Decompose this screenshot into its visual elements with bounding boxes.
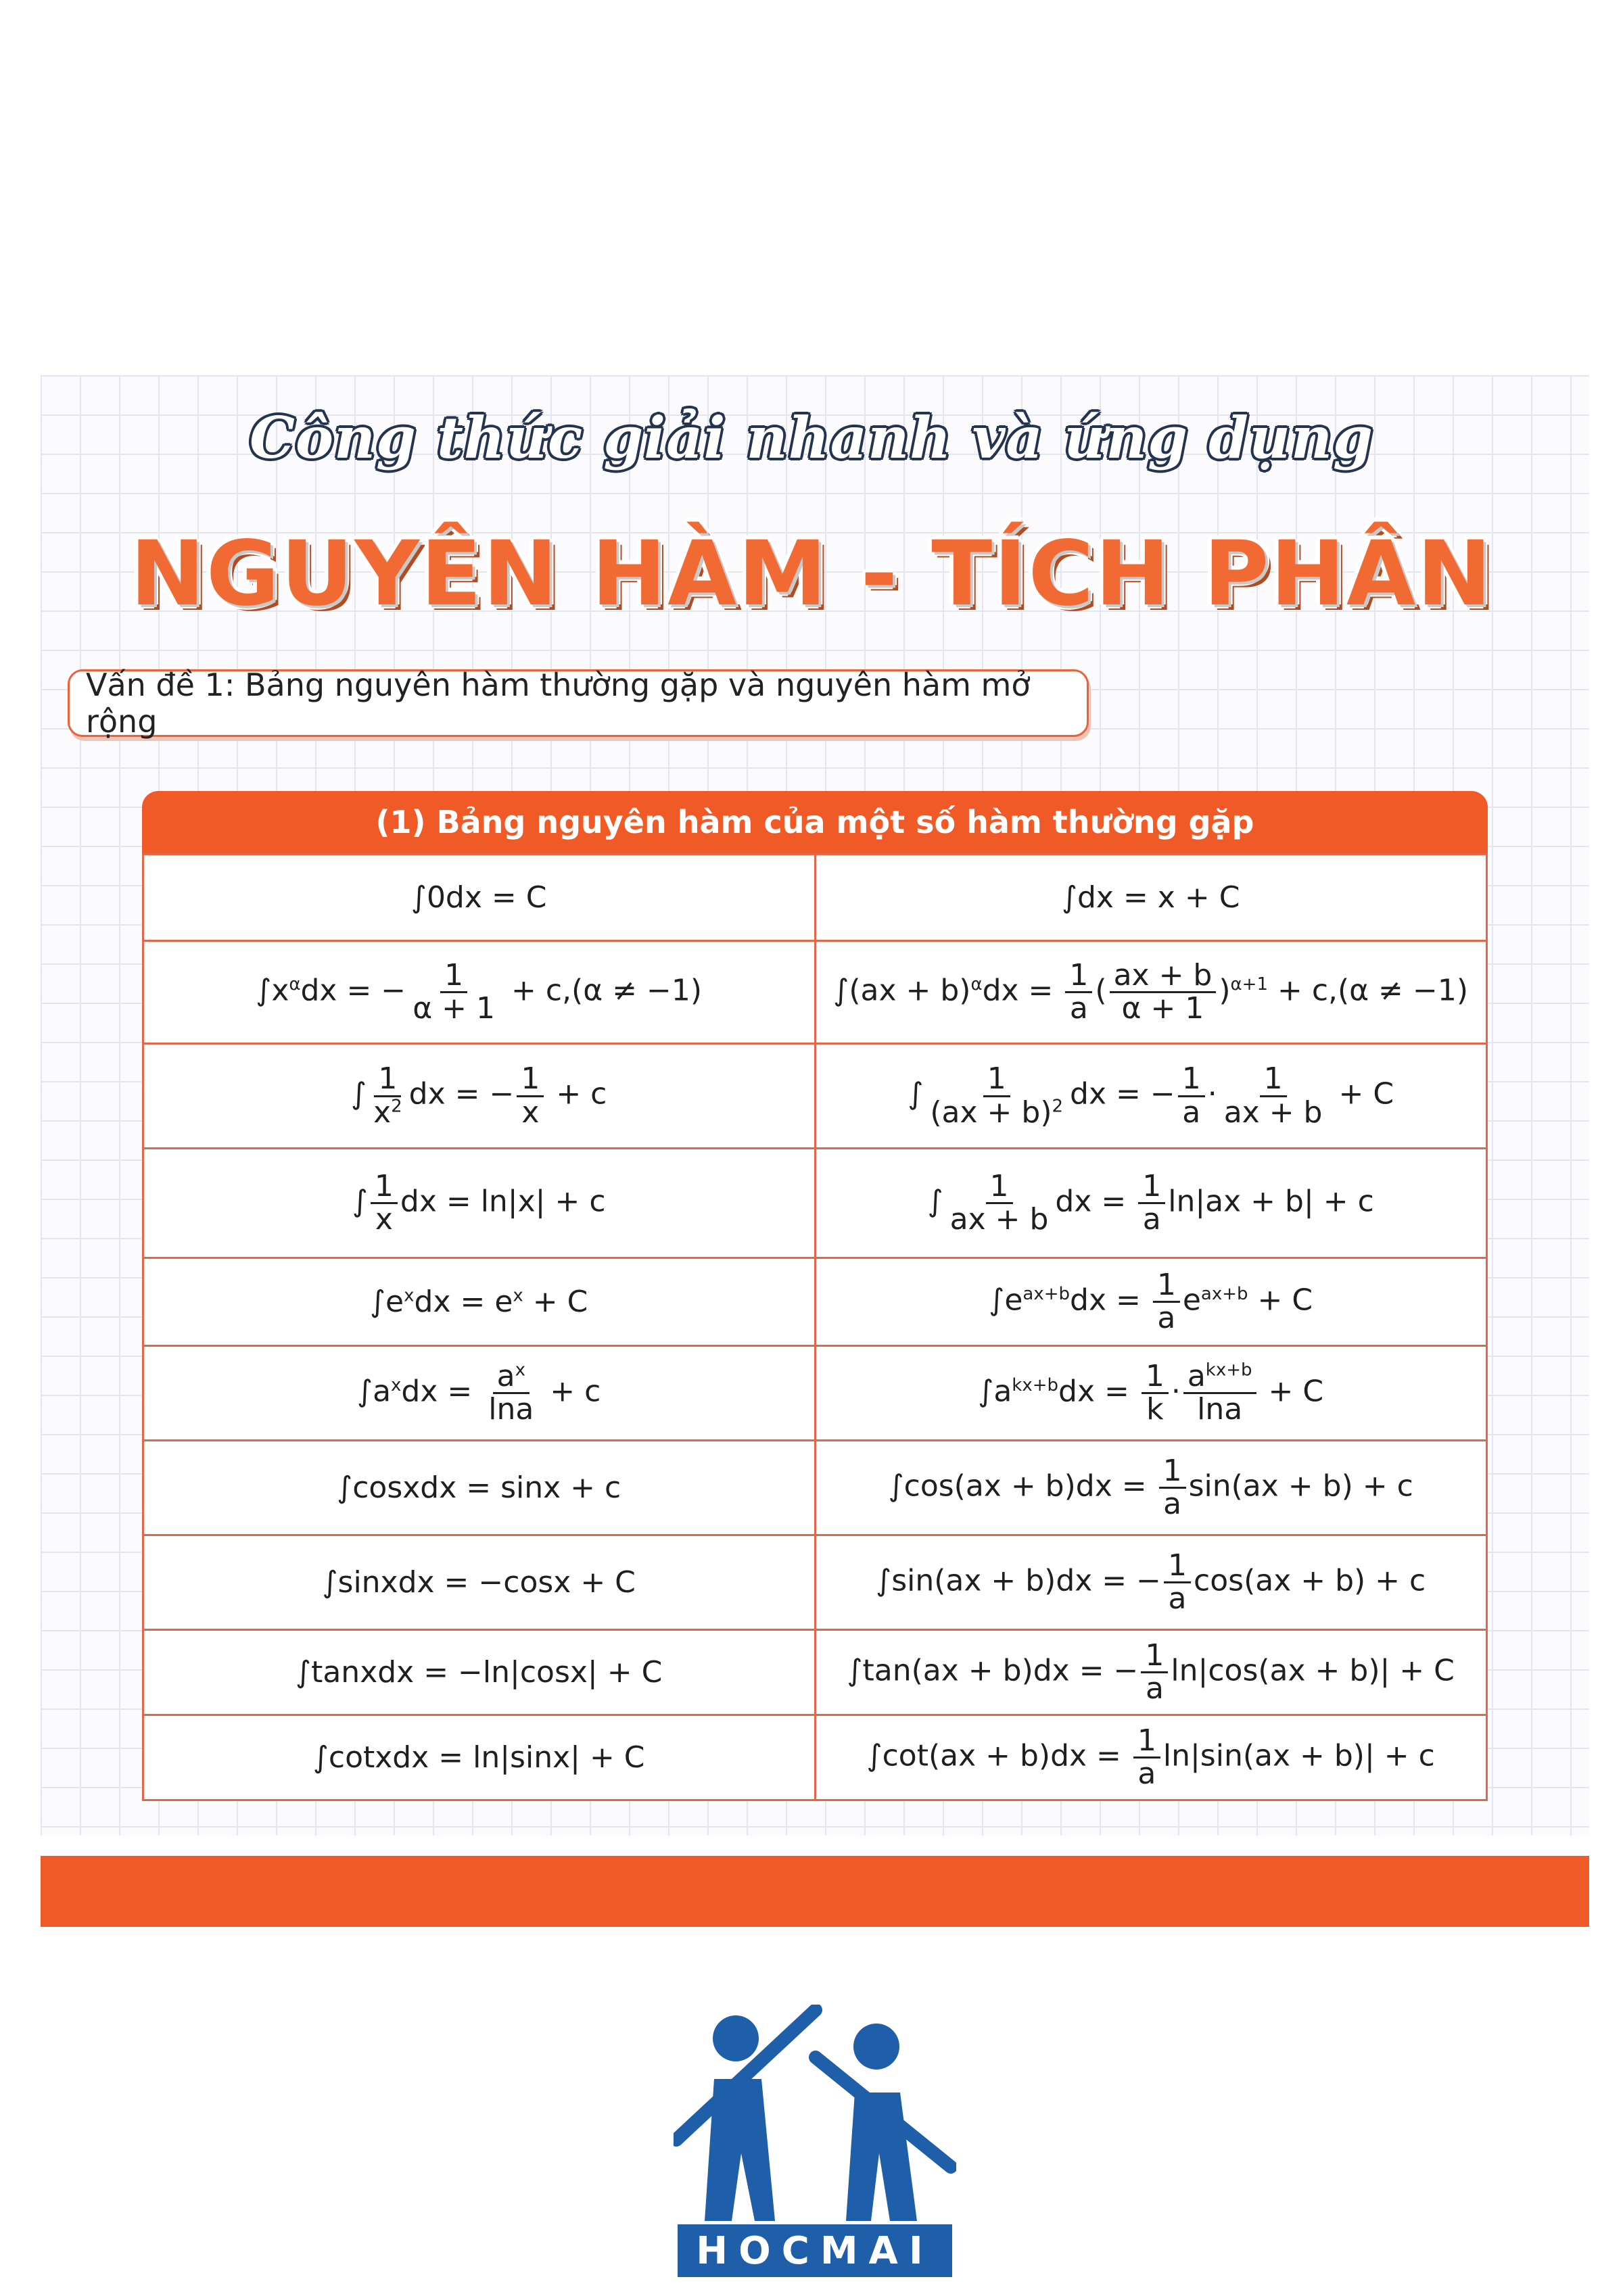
formula-cell-left: $\int a^xdx$ = $\frac{a^x}{\ln a}$ + c — [143, 1346, 816, 1441]
table-row — [143, 1535, 1487, 1630]
table-row — [143, 1044, 1487, 1149]
formula-cell-right: ∫cos(ax + b)dx = $\frac{1}{a}$ sin(ax + b) + c — [815, 1441, 1487, 1535]
table-row — [143, 1346, 1487, 1441]
bottom-accent-band — [41, 1856, 1589, 1927]
table-row — [143, 1715, 1487, 1800]
formula-cell-right: ∫ $\frac{1}{(ax + b)^2}$ dx = − $\frac{1}{a}$ · $\frac{1}{ax + b}$ + C — [815, 1044, 1487, 1149]
formula-cell-right: ∫dx = x + C — [815, 855, 1487, 941]
formula-cell-left: ∫0dx = C — [143, 855, 816, 941]
formula-cell-right: ∫sin(ax + b)dx = − $\frac{1}{a}$ cos(ax + b) + c — [815, 1535, 1487, 1630]
page-title: NGUYÊN HÀM - TÍCH PHÂN — [130, 522, 1493, 626]
table-row — [143, 1630, 1487, 1715]
formula-cell-left: ∫ $\frac{1}{x}$ dx = ln|x| + c — [143, 1149, 816, 1258]
formula-cell-left: ∫ $\frac{1}{x^2}$ dx = − $\frac{1}{x}$ + c — [143, 1044, 816, 1149]
formula-table — [142, 791, 1488, 1801]
formula-grid — [142, 853, 1488, 1801]
formula-cell-right: $\int e^{ax+b}dx$ = $\frac{1}{a}$ $e^{ax+b} + C$ — [815, 1258, 1487, 1346]
formula-cell-right: ∫(ax + b)$^\alpha$dx = $\frac{1}{a}$ ( $\frac{ax + b}{\alpha + 1}$ )$^{\alpha+1}$ + c,(α ≠ −1) — [815, 941, 1487, 1044]
formula-cell-left: $\int e^xdx = e^x + C$ — [143, 1258, 816, 1346]
formula-cell-right: ∫cot(ax + b)dx = $\frac{1}{a}$ ln|sin(ax + b)| + c — [815, 1715, 1487, 1800]
formula-cell-left: ∫tanxdx = −ln|cosx| + C — [143, 1630, 816, 1715]
section-heading-label: Vấn đề 1: Bảng nguyên hàm thường gặp và nguyên hàm mở rộng — [86, 667, 1031, 740]
table-row — [143, 1441, 1487, 1535]
subtitle-script: Công thức giải nhanh và ứng dụng — [250, 404, 1373, 471]
formula-cell-left: ∫cotxdx = ln|sinx| + C — [143, 1715, 816, 1800]
table-row — [143, 941, 1487, 1044]
formula-cell-left: ∫sinxdx = −cosx + C — [143, 1535, 816, 1630]
section-heading — [68, 667, 1089, 740]
table-title: (1) Bảng nguyên hàm của một số hàm thường gặp — [142, 791, 1488, 853]
logo-wordmark: HOCMAI — [678, 2224, 952, 2277]
formula-cell-right: $\int a^{kx+b}dx$ = $\frac{1}{k}$ · $\frac{a^{kx+b}}{\ln a}$ + C — [815, 1346, 1487, 1441]
table-row — [143, 1149, 1487, 1258]
formula-cell-right: ∫ $\frac{1}{ax + b}$ dx = $\frac{1}{a}$ ln|ax + b| + c — [815, 1149, 1487, 1258]
formula-cell-left: ∫cosxdx = sinx + c — [143, 1441, 816, 1535]
table-row — [143, 1258, 1487, 1346]
formula-cell-left: $\int x^\alpha dx$ = − $\frac{1}{\alpha + 1}$ + c,(α ≠ −1) — [143, 941, 816, 1044]
table-row — [143, 855, 1487, 941]
formula-cell-right: ∫tan(ax + b)dx = − $\frac{1}{a}$ ln|cos(ax + b)| + C — [815, 1630, 1487, 1715]
